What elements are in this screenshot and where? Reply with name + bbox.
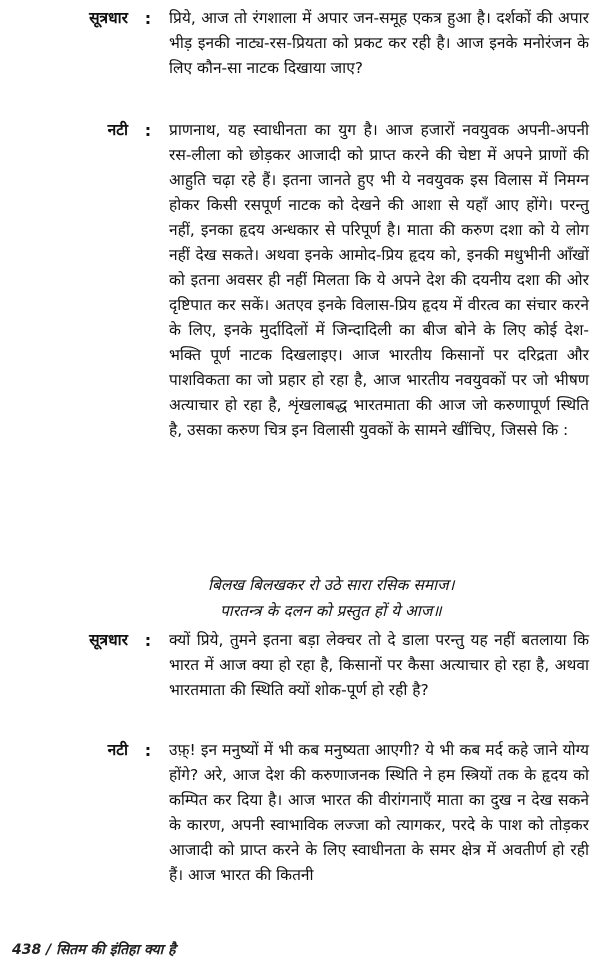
speaker-name: सूत्रधार (89, 631, 128, 649)
speaker-name: नटी (107, 121, 128, 139)
dialogue-text: प्रिये, आज तो रंगशाला में अपार जन-समूह एकत्र हुआ है। दर्शकों की अपार भीड़ इनकी नाट्य-रस-प्रियता को प्रकट कर रही है। आज इनके मनोरंजन के लिए कौन-सा नाटक दिखाया जाए? (169, 9, 589, 77)
dialogue-text: क्यों प्रिये, तुमने इतना बड़ा लेक्चर तो दे डाला परन्तु यह नहीं बतलाया कि भारत में आज क्या हो रहा है, किसानों पर कैसा अत्याचार हो रहा है, अथवा भारतमाता की स्थिति क्यों शोक-पूर्ण हो रही है? (169, 631, 589, 699)
speaker-colon: : (144, 121, 152, 140)
speaker-colon: : (144, 9, 152, 28)
speaker-colon: : (144, 741, 152, 760)
verse-line-1: बिलख बिलखकर रो उठे सारा रसिक समाज। (208, 576, 455, 594)
speaker-name: सूत्रधार (89, 9, 128, 27)
speaker-colon: : (144, 631, 152, 650)
dialogue-text: उफ़्! इन मनुष्यों में भी कब मनुष्यता आएगी? ये भी कब मर्द कहे जाने योग्य होंगे? अरे, आज देश की करुणाजनक स्थिति ने हम स्त्रियों तक के हृदय को कम्पित कर दिया है। आज भारत की वीरांगनाएँ माता का दुख न देख सकने के कारण, अपनी स्वाभाविक लज्जा को त्यागकर, परदे के पाश को तोड़कर आजादी को प्राप्त करने के लिए स्वाधीनता के समर क्षेत्र में अवतीर्ण हो रही हैं। आज भारत की कितनी (169, 741, 589, 884)
verse-couplet (0, 572, 600, 624)
speaker-name: नटी (107, 741, 128, 759)
page-footer: 438 / सितम की इंतिहा क्या है (12, 942, 176, 958)
dialogue-text: प्राणनाथ, यह स्वाधीनता का युग है। आज हजारों नवयुवक अपनी-अपनी रस-लीला को छोड़कर आजादी को प्राप्त करने की चेष्टा में अपने प्राणों की आहुति चढ़ा रहे हैं। इतना जानते हुए भी ये नवयुवक इस विलास में निमग्न होकर किसी रसपूर्ण नाटक को देखने की आशा से यहाँ आए होंगे। परन्तु नहीं, इनका हृदय अन्धकार से परिपूर्ण है। माता की करुण दशा को ये लोग नहीं देख सकते। अथवा इनके आमोद-प्रिय हृदय को, इनकी मधुभीनी आँखों को इतना अवसर ही नहीं मिलता कि ये अपने देश की दयनीय दशा की ओर दृष्टिपात कर सकें। अतएव इनके विलास-प्रिय हृदय में वीरत्व का संचार करने के लिए, इनके मुर्दादिलों में जिन्दादिली का बीज बोने के लिए कोई देश-भक्ति पूर्ण नाटक दिखलाइए। आज भारतीय किसानों पर दरिद्रता और पाशविकता का जो प्रहार हो रहा है, आज भारतीय नवयुवकों पर जो भीषण अत्याचार हो रहा है, शृंखलाबद्ध भारतमाता की आज जो करुणापूर्ण स्थिति है, उसका करुण चित्र इन विलासी युवकों के सामने खींचिए, जिससे कि : (169, 121, 589, 439)
verse-line-2: पारतन्त्र के दलन को प्रस्तुत हों ये आज॥ (220, 602, 442, 620)
